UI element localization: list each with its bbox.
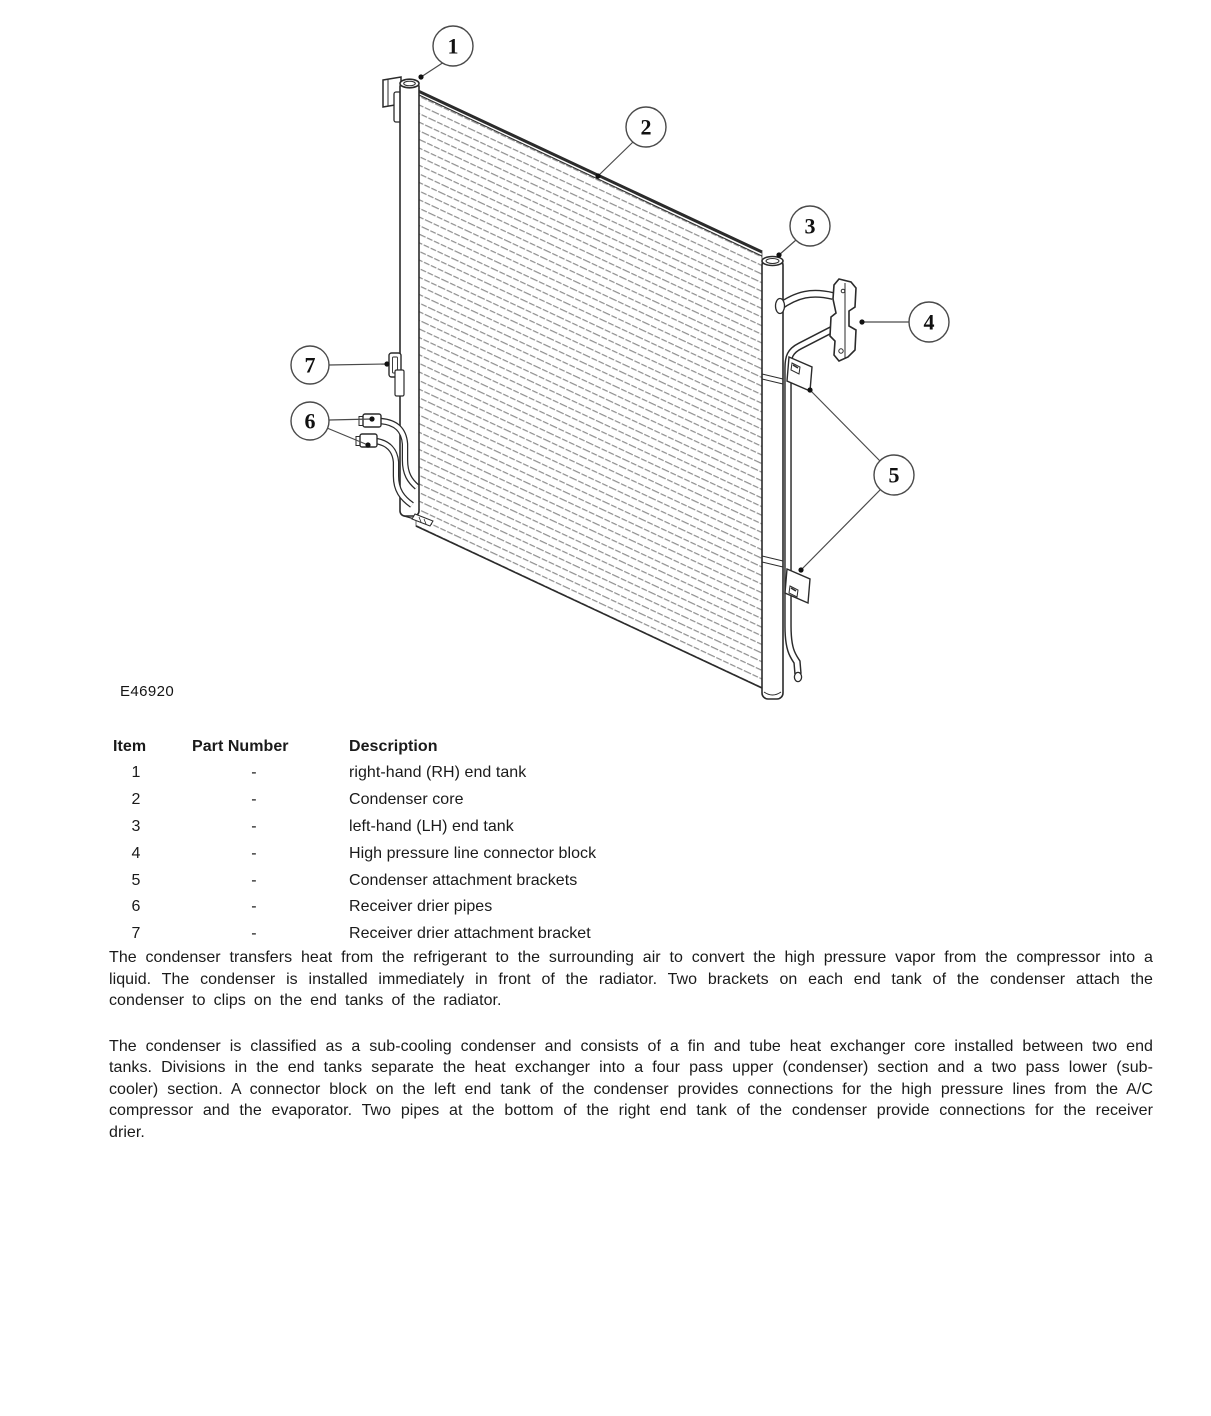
leader-dot: [418, 74, 423, 79]
callout-5-number: 5: [888, 462, 900, 488]
callout-4-number: 4: [923, 309, 935, 335]
high-pressure-pipes: [776, 294, 834, 682]
body-text: [109, 947, 1153, 1143]
leader-dot: [859, 319, 864, 324]
cell-part-number: -: [251, 844, 257, 862]
cell-description: Condenser core: [349, 790, 464, 808]
parts-table: [113, 733, 596, 948]
cell-item: 2: [131, 790, 141, 808]
cell-item: 7: [131, 925, 141, 943]
cell-part-number: -: [251, 898, 257, 916]
callout-2-number: 2: [640, 114, 652, 140]
cell-description: Receiver drier pipes: [349, 898, 493, 916]
callout-4: [859, 302, 949, 342]
callout-5: [798, 387, 914, 572]
callout-3: [776, 206, 830, 258]
leader-dot: [365, 442, 370, 447]
cell-part-number: -: [251, 764, 257, 781]
cell-description: Receiver drier attachment bracket: [349, 925, 591, 943]
condenser-core: [416, 90, 762, 688]
cell-part-number: -: [251, 817, 257, 835]
cell-item: 6: [131, 898, 141, 916]
lh-end-tank: [762, 257, 783, 700]
cell-item: 1: [131, 764, 141, 781]
callout-2: [595, 107, 666, 179]
callout-7-number: 7: [304, 352, 316, 378]
cell-part-number: -: [251, 790, 257, 808]
paragraph-2: The condenser is classified as a sub-cooling condenser and consists of a fin and tube heat exchanger core installed between two end tanks. Divisions in the end tanks separate the heat exchanger into a four pass upper (condenser) section and a two pass lower (sub-cooler) section. A connector block on the left end tank of the condenser provides connections for the high pressure lines from the A/C compressor and the evaporator. Two pipes at the bottom of the right end tank of the condenser provide connections for the receiver drier.: [109, 1037, 1153, 1141]
cell-item: 4: [131, 844, 141, 862]
cell-description: left-hand (LH) end tank: [349, 817, 514, 835]
cell-part-number: -: [251, 925, 257, 943]
leader-dot: [369, 416, 374, 421]
leader-dot: [776, 252, 781, 257]
paragraph-1: The condenser transfers heat from the refrigerant to the surrounding air to convert the high pressure vapor from the compressor into a liquid. The condenser is installed immediately in front of the radiator. Two brackets on each end tank of the condenser attach the condenser to clips on the end tanks of the radiator.: [109, 949, 1153, 1009]
cell-item: 3: [131, 817, 141, 835]
leader-dot: [807, 387, 812, 392]
cell-description: Condenser attachment brackets: [349, 871, 578, 889]
callout-7: [291, 346, 390, 384]
callout-1: [418, 26, 473, 80]
header-part-number: Part Number: [192, 738, 289, 755]
cell-description: High pressure line connector block: [349, 844, 597, 862]
leader-dot: [595, 173, 600, 178]
cell-item: 5: [131, 871, 141, 889]
header-item: Item: [113, 738, 147, 755]
leader-dot: [798, 567, 803, 572]
callout-3-number: 3: [804, 213, 816, 239]
cell-part-number: -: [251, 871, 257, 889]
high-pressure-line-connector-block: [830, 279, 856, 361]
cell-description: right-hand (RH) end tank: [349, 764, 527, 781]
callout-1-number: 1: [447, 33, 459, 59]
leader-dot: [384, 361, 389, 366]
figure-id: E46920: [120, 683, 175, 700]
header-description: Description: [349, 738, 438, 755]
callout-6-number: 6: [304, 408, 316, 434]
